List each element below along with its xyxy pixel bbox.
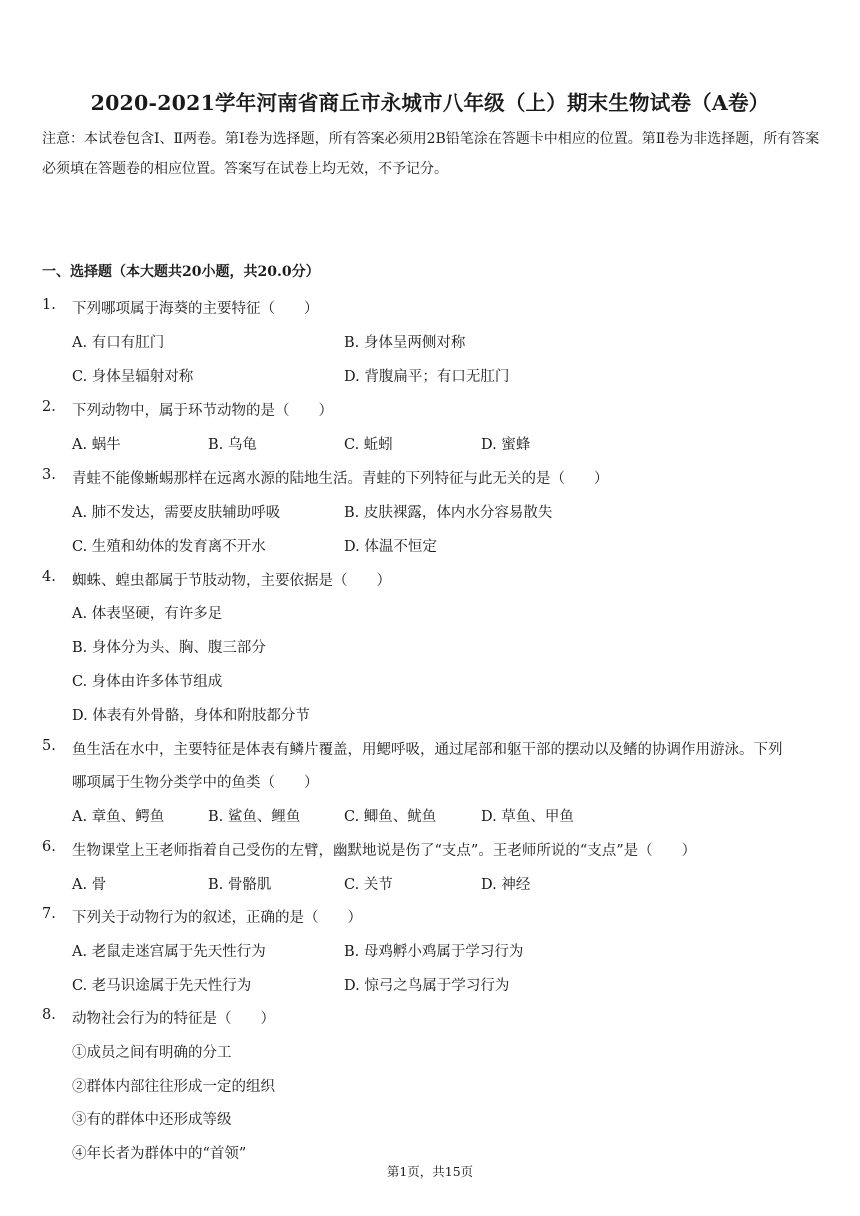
section-title: 一、选择题（本大题共20小题，共20.0分）: [42, 264, 320, 280]
option-c: C. 生殖和幼体的发育离不开水: [72, 539, 266, 555]
question-number: 4.: [42, 569, 56, 585]
option-b: B. 身体呈两侧对称: [344, 335, 466, 351]
statement-4: ④年长者为群体中的“首领”: [72, 1146, 247, 1162]
question-text-line-2: 哪项属于生物分类学中的鱼类（ ）: [72, 775, 319, 791]
question-number: 8.: [42, 1007, 56, 1023]
statement-3: ③有的群体中还形成等级: [72, 1112, 232, 1128]
option-b: B. 母鸡孵小鸡属于学习行为: [344, 944, 524, 960]
option-b: B. 鲨鱼、鲤鱼: [208, 809, 301, 825]
question-text: 生物课堂上王老师指着自己受伤的左臂，幽默地说是伤了“支点”。王老师所说的“支点”是（ ）: [72, 843, 697, 859]
question-text: 青蛙不能像蜥蜴那样在远离水源的陆地生活。青蛙的下列特征与此无关的是（ ）: [72, 471, 609, 487]
option-c: C. 身体呈辐射对称: [72, 369, 194, 385]
question-text: 下列动物中，属于环节动物的是（ ）: [72, 403, 333, 419]
statement-1: ①成员之间有明确的分工: [72, 1045, 232, 1061]
option-b: B. 皮肤裸露，体内水分容易散失: [344, 505, 553, 521]
option-b: B. 身体分为头、胸、腹三部分: [72, 640, 266, 656]
question-text: 蜘蛛、蝗虫都属于节肢动物，主要依据是（ ）: [72, 573, 391, 589]
exam-title: 2020-2021学年河南省商丘市永城市八年级（上）期末生物试卷（A卷）: [90, 91, 770, 115]
question-text: 下列关于动物行为的叙述，正确的是（ ）: [72, 910, 362, 926]
option-a: A. 老鼠走迷宫属于先天性行为: [72, 944, 266, 960]
option-d: D. 背腹扁平；有口无肛门: [344, 369, 510, 385]
option-d: D. 神经: [481, 877, 531, 893]
statement-2: ②群体内部往往形成一定的组织: [72, 1079, 275, 1095]
option-c: C. 蚯蚓: [344, 437, 393, 453]
option-c: C. 鲫鱼、鱿鱼: [344, 809, 437, 825]
question-number: 6.: [42, 839, 56, 855]
option-a: A. 骨: [72, 877, 107, 893]
question-number: 2.: [42, 399, 56, 415]
question-number: 3.: [42, 467, 56, 483]
option-a: A. 章鱼、鳄鱼: [72, 809, 165, 825]
question-number: 7.: [42, 906, 56, 922]
page-footer: 第1页，共15页: [386, 1164, 474, 1179]
option-d: D. 蜜蜂: [481, 437, 531, 453]
question-text: 动物社会行为的特征是（ ）: [72, 1011, 275, 1027]
question-number: 5.: [42, 738, 56, 754]
option-d: D. 体表有外骨骼，身体和附肢都分节: [72, 708, 310, 724]
option-c: C. 老马识途属于先天性行为: [72, 978, 252, 994]
option-b: B. 骨骼肌: [208, 877, 272, 893]
option-a: A. 体表坚硬，有许多足: [72, 606, 223, 622]
option-a: A. 有口有肛门: [72, 335, 165, 351]
option-d: D. 草鱼、甲鱼: [481, 809, 574, 825]
option-d: D. 惊弓之鸟属于学习行为: [344, 978, 510, 994]
option-a: A. 肺不发达，需要皮肤辅助呼吸: [72, 505, 281, 521]
exam-notice: 注意：本试卷包含Ⅰ、Ⅱ两卷。第Ⅰ卷为选择题，所有答案必须用2B铅笔涂在答题卡中相应的位置。第Ⅱ卷为非选择题，所有答案必须填在答题卷的相应位置。答案写在试卷上均无效，不予记分。: [42, 131, 820, 177]
question-number: 1.: [42, 297, 56, 313]
option-c: C. 关节: [344, 877, 393, 893]
option-a: A. 蜗牛: [72, 437, 121, 453]
option-d: D. 体温不恒定: [344, 539, 437, 555]
option-b: B. 乌龟: [208, 437, 257, 453]
question-text-line-1: 鱼生活在水中，主要特征是体表有鳞片覆盖，用鳃呼吸，通过尾部和躯干部的摆动以及鳍的协调作用游泳。下列: [72, 742, 783, 758]
option-c: C. 身体由许多体节组成: [72, 674, 223, 690]
question-text: 下列哪项属于海葵的主要特征（ ）: [72, 301, 319, 317]
